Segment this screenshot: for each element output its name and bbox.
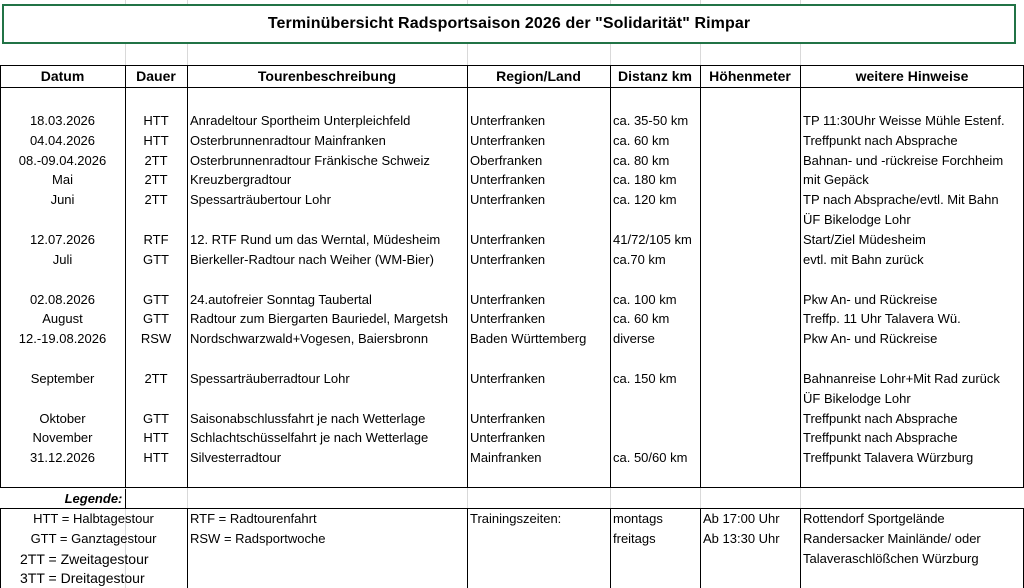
legend-cell[interactable]: Ab 13:30 Uhr <box>703 530 780 546</box>
border-line <box>800 508 801 588</box>
table-cell[interactable] <box>610 91 700 111</box>
table-cell[interactable] <box>0 349 125 369</box>
table-row <box>0 389 1024 409</box>
border-line <box>700 65 701 487</box>
table-cell[interactable]: Unterfranken <box>470 192 546 208</box>
table-cell[interactable]: Saisonabschlussfahrt je nach Wetterlage <box>190 410 426 426</box>
border-line <box>610 65 611 487</box>
border-line <box>700 508 701 588</box>
table-cell[interactable] <box>467 210 610 230</box>
column-header[interactable]: Region/Land <box>496 68 581 84</box>
table-cell[interactable]: Mainfranken <box>470 450 542 466</box>
table-cell[interactable]: 18.03.2026 <box>29 112 96 128</box>
table-cell[interactable]: HTT <box>143 112 169 128</box>
table-cell[interactable]: Spessarträuberradtour Lohr <box>190 370 350 386</box>
legend-cell[interactable] <box>467 568 610 588</box>
table-cell[interactable]: Unterfranken <box>470 112 546 128</box>
table-row <box>0 250 1024 270</box>
table-row <box>0 270 1024 290</box>
border-line <box>0 487 1024 488</box>
table-row <box>0 91 1024 111</box>
table-cell[interactable]: 2TT <box>144 152 168 168</box>
table-cell[interactable]: TP 11:30Uhr Weisse Mühle Estenf. <box>803 112 1005 128</box>
table-cell[interactable] <box>467 349 610 369</box>
legend-cell[interactable]: RSW = Radsportwoche <box>190 530 326 546</box>
table-cell[interactable] <box>0 91 125 111</box>
table-cell[interactable]: Nordschwarzwald+Vogesen, Baiersbronn <box>190 331 429 347</box>
table-cell[interactable] <box>700 349 800 369</box>
legend-cell[interactable] <box>800 568 1024 588</box>
table-cell[interactable]: ca. 80 km <box>613 152 670 168</box>
table-cell[interactable]: ca. 180 km <box>613 172 677 188</box>
table-cell[interactable]: RTF <box>143 231 169 247</box>
table-cell[interactable] <box>700 468 800 488</box>
table-cell[interactable]: GTT <box>143 291 169 307</box>
column-header[interactable]: Höhenmeter <box>709 68 791 84</box>
table-cell[interactable]: Kreuzbergradtour <box>190 172 292 188</box>
table-cell[interactable]: diverse <box>613 331 655 347</box>
table-cell[interactable] <box>700 428 800 448</box>
table-cell[interactable] <box>700 270 800 290</box>
table-cell[interactable] <box>187 468 467 488</box>
table-cell[interactable]: Treffpunkt nach Absprache <box>803 410 958 426</box>
table-cell[interactable] <box>610 428 700 448</box>
legend-cell[interactable]: montags <box>613 511 663 526</box>
table-cell[interactable] <box>0 210 125 230</box>
table-cell[interactable]: Bahnan- und -rückreise Forchheim <box>803 152 1004 168</box>
table-cell[interactable]: GTT <box>143 251 169 267</box>
table-cell[interactable] <box>467 468 610 488</box>
table-cell[interactable]: TP nach Absprache/evtl. Mit Bahn <box>803 192 999 208</box>
legend-row <box>0 529 1024 549</box>
border-line <box>610 508 611 588</box>
border-line <box>0 65 1024 66</box>
table-cell[interactable]: ca. 150 km <box>613 370 677 386</box>
table-cell[interactable]: Treffpunkt nach Absprache <box>803 430 958 446</box>
border-line <box>0 87 1024 88</box>
legend-cell[interactable]: 2TT = Zweitagestour <box>20 550 149 567</box>
legend-row <box>0 568 1024 588</box>
table-cell[interactable]: Pkw An- und Rückreise <box>803 291 938 307</box>
table-cell[interactable] <box>700 448 800 468</box>
table-cell[interactable]: Unterfranken <box>470 231 546 247</box>
page-title: Terminübersicht Radsportsaison 2026 der "Solidarität" Rimpar <box>267 15 751 32</box>
table-cell[interactable]: ca.70 km <box>613 251 666 267</box>
table-cell[interactable]: ca. 35-50 km <box>613 112 689 128</box>
table-cell[interactable]: HTT <box>143 450 169 466</box>
legend-cell[interactable]: Talaveraschlößchen Würzburg <box>803 550 979 566</box>
table-row <box>0 190 1024 210</box>
table-cell[interactable] <box>700 250 800 270</box>
table-cell[interactable] <box>0 270 125 290</box>
table-row <box>0 329 1024 349</box>
table-cell[interactable] <box>800 349 1024 369</box>
table-cell[interactable] <box>700 309 800 329</box>
table-cell[interactable] <box>187 91 467 111</box>
table-cell[interactable]: Treffp. 11 Uhr Talavera Wü. <box>803 311 961 327</box>
table-cell[interactable] <box>467 91 610 111</box>
header-row <box>0 65 1024 87</box>
table-cell[interactable] <box>700 151 800 171</box>
table-cell[interactable] <box>187 349 467 369</box>
table-cell[interactable]: Bahnanreise Lohr+Mit Rad zurück <box>803 370 1000 386</box>
table-cell[interactable]: Unterfranken <box>470 370 546 386</box>
table-cell[interactable] <box>610 210 700 230</box>
legend-cell[interactable] <box>700 568 800 588</box>
legend-cell[interactable] <box>610 568 700 588</box>
table-cell[interactable]: Start/Ziel Müdesheim <box>803 231 926 247</box>
title-cell[interactable] <box>2 4 1016 44</box>
column-header[interactable]: Dauer <box>136 68 176 84</box>
table-row <box>0 290 1024 310</box>
table-cell[interactable]: RSW <box>140 331 172 347</box>
table-cell[interactable] <box>610 389 700 409</box>
table-cell[interactable]: August <box>42 311 83 327</box>
table-cell[interactable] <box>125 91 187 111</box>
table-cell[interactable]: Spessarträubertour Lohr <box>190 192 331 208</box>
table-row <box>0 111 1024 131</box>
table-cell[interactable]: 2TT <box>144 192 168 208</box>
table-cell[interactable]: HTT <box>143 132 169 148</box>
border-line <box>187 65 188 487</box>
legend-cell[interactable]: GTT = Ganztagestour <box>30 530 157 546</box>
table-cell[interactable] <box>610 468 700 488</box>
table-cell[interactable] <box>125 468 187 488</box>
table-cell[interactable]: Bierkeller-Radtour nach Weiher (WM-Bier) <box>190 251 434 267</box>
table-cell[interactable] <box>700 210 800 230</box>
table-cell[interactable]: Unterfranken <box>470 251 546 267</box>
table-cell[interactable]: 12.07.2026 <box>29 231 96 247</box>
table-cell[interactable]: 08.-09.04.2026 <box>18 152 107 168</box>
border-line <box>0 65 1 487</box>
table-row <box>0 309 1024 329</box>
table-row <box>0 230 1024 250</box>
table-row <box>0 170 1024 190</box>
table-cell[interactable]: Oktober <box>39 410 86 426</box>
table-cell[interactable] <box>700 91 800 111</box>
table-cell[interactable]: Mai <box>52 172 73 188</box>
legend-cell[interactable]: Trainingszeiten: <box>470 511 562 526</box>
table-cell[interactable]: 24.autofreier Sonntag Taubertal <box>190 291 372 307</box>
table-cell[interactable]: 31.12.2026 <box>29 450 96 466</box>
legend-row <box>0 549 1024 569</box>
legend-cell[interactable]: HTT = Halbtagestour <box>33 511 154 526</box>
column-header[interactable]: Tourenbeschreibung <box>257 68 397 84</box>
table-cell[interactable] <box>187 210 467 230</box>
legend-cell[interactable]: 3TT = Dreitagestour <box>20 570 145 587</box>
table-cell[interactable]: 41/72/105 km <box>613 231 692 247</box>
table-cell[interactable]: Silvesterradtour <box>190 450 282 466</box>
table-cell[interactable]: 2TT <box>144 370 168 386</box>
table-row <box>0 151 1024 171</box>
table-cell[interactable]: ca. 60 km <box>613 132 670 148</box>
table-cell[interactable] <box>467 389 610 409</box>
table-cell[interactable] <box>0 468 125 488</box>
table-cell[interactable] <box>467 270 610 290</box>
table-row <box>0 349 1024 369</box>
legend-title-row <box>0 489 1024 509</box>
table-cell[interactable]: Oberfranken <box>470 152 543 168</box>
table-cell[interactable]: ca. 100 km <box>613 291 677 307</box>
table-cell[interactable]: Juli <box>52 251 73 267</box>
table-cell[interactable] <box>700 389 800 409</box>
table-cell[interactable]: November <box>32 430 93 446</box>
border-line <box>0 508 1 588</box>
legend-cell[interactable]: Randersacker Mainlände/ oder <box>803 530 981 546</box>
table-cell[interactable] <box>700 131 800 151</box>
table-cell[interactable] <box>610 270 700 290</box>
table-cell[interactable]: HTT <box>143 430 169 446</box>
table-row <box>0 131 1024 151</box>
border-line <box>467 508 468 588</box>
table-cell[interactable] <box>610 409 700 429</box>
table-cell[interactable]: Pkw An- und Rückreise <box>803 331 938 347</box>
table-row <box>0 409 1024 429</box>
table-cell[interactable]: ca. 60 km <box>613 311 670 327</box>
table-cell[interactable]: Unterfranken <box>470 410 546 426</box>
table-row <box>0 369 1024 389</box>
table-row <box>0 428 1024 448</box>
table-cell[interactable] <box>125 349 187 369</box>
table-cell[interactable]: 2TT <box>144 172 168 188</box>
column-header[interactable]: Distanz km <box>618 68 692 84</box>
table-cell[interactable] <box>800 468 1024 488</box>
table-cell[interactable] <box>700 170 800 190</box>
table-cell[interactable]: Unterfranken <box>470 172 546 188</box>
legend-cell[interactable] <box>187 568 467 588</box>
table-cell[interactable]: Anradeltour Sportheim Unterpleichfeld <box>190 112 411 128</box>
table-cell[interactable]: Radtour zum Biergarten Bauriedel, Margetsh <box>190 311 448 327</box>
legend-cell[interactable] <box>467 549 610 569</box>
legend-cell[interactable]: Ab 17:00 Uhr <box>703 511 780 526</box>
table-cell[interactable]: GTT <box>143 311 169 327</box>
table-cell[interactable]: Treffpunkt nach Absprache <box>803 132 958 148</box>
table-cell[interactable] <box>125 270 187 290</box>
table-cell[interactable] <box>800 270 1024 290</box>
legend-title: Legende: <box>64 491 123 506</box>
table-row <box>0 468 1024 488</box>
table-cell[interactable]: Schlachtschüsselfahrt je nach Wetterlage <box>190 430 429 446</box>
table-cell[interactable]: evtl. mit Bahn zurück <box>803 251 924 267</box>
table-cell[interactable]: mit Gepäck <box>803 172 869 188</box>
column-header[interactable]: weitere Hinweise <box>855 68 969 84</box>
border-line <box>800 65 801 487</box>
table-cell[interactable] <box>700 190 800 210</box>
legend-cell[interactable]: Rottendorf Sportgelände <box>803 511 945 526</box>
table-cell[interactable]: Unterfranken <box>470 132 546 148</box>
border-line <box>125 489 126 508</box>
legend-cell[interactable] <box>467 529 610 549</box>
border-line <box>467 65 468 487</box>
legend-cell[interactable] <box>700 549 800 569</box>
table-cell[interactable] <box>700 111 800 131</box>
table-row <box>0 448 1024 468</box>
table-cell[interactable] <box>187 389 467 409</box>
table-cell[interactable] <box>187 270 467 290</box>
border-line <box>187 508 188 588</box>
table-cell[interactable] <box>700 409 800 429</box>
table-cell[interactable]: 12. RTF Rund um das Werntal, Müdesheim <box>190 231 441 247</box>
table-cell[interactable]: 12.-19.08.2026 <box>18 331 107 347</box>
table-cell[interactable]: Treffpunkt Talavera Würzburg <box>803 450 974 466</box>
table-cell[interactable]: Unterfranken <box>470 311 546 327</box>
legend-cell[interactable] <box>187 549 467 569</box>
table-cell[interactable] <box>125 210 187 230</box>
table-cell[interactable]: ÜF Bikelodge Lohr <box>803 212 911 228</box>
table-cell[interactable]: ca. 120 km <box>613 192 677 208</box>
table-cell[interactable] <box>700 369 800 389</box>
table-cell[interactable] <box>700 230 800 250</box>
table-cell[interactable]: ÜF Bikelodge Lohr <box>803 390 911 406</box>
table-cell[interactable]: September <box>30 370 95 386</box>
legend-cell[interactable]: RTF = Radtourenfahrt <box>190 511 317 526</box>
table-cell[interactable]: 04.04.2026 <box>29 132 96 148</box>
table-cell[interactable]: Unterfranken <box>470 291 546 307</box>
table-cell[interactable] <box>700 290 800 310</box>
border-line <box>125 65 126 487</box>
table-cell[interactable]: Osterbrunnenradtour Fränkische Schweiz <box>190 152 430 168</box>
table-cell[interactable] <box>610 349 700 369</box>
table-cell[interactable] <box>700 329 800 349</box>
table-cell[interactable] <box>0 389 125 409</box>
table-cell[interactable]: GTT <box>143 410 169 426</box>
table-cell[interactable]: Unterfranken <box>470 430 546 446</box>
legend-cell[interactable] <box>610 549 700 569</box>
column-header[interactable]: Datum <box>40 68 85 84</box>
table-cell[interactable] <box>125 389 187 409</box>
border-line <box>0 508 1024 509</box>
table-cell[interactable]: Juni <box>50 192 75 208</box>
table-cell[interactable]: 02.08.2026 <box>29 291 96 307</box>
table-row <box>0 210 1024 230</box>
table-cell[interactable] <box>800 91 1024 111</box>
table-cell[interactable]: Baden Württemberg <box>470 331 587 347</box>
legend-row <box>0 509 1024 529</box>
legend-cell[interactable]: freitags <box>613 530 656 546</box>
table-cell[interactable]: ca. 50/60 km <box>613 450 688 466</box>
table-cell[interactable]: Osterbrunnenradtour Mainfranken <box>190 132 386 148</box>
